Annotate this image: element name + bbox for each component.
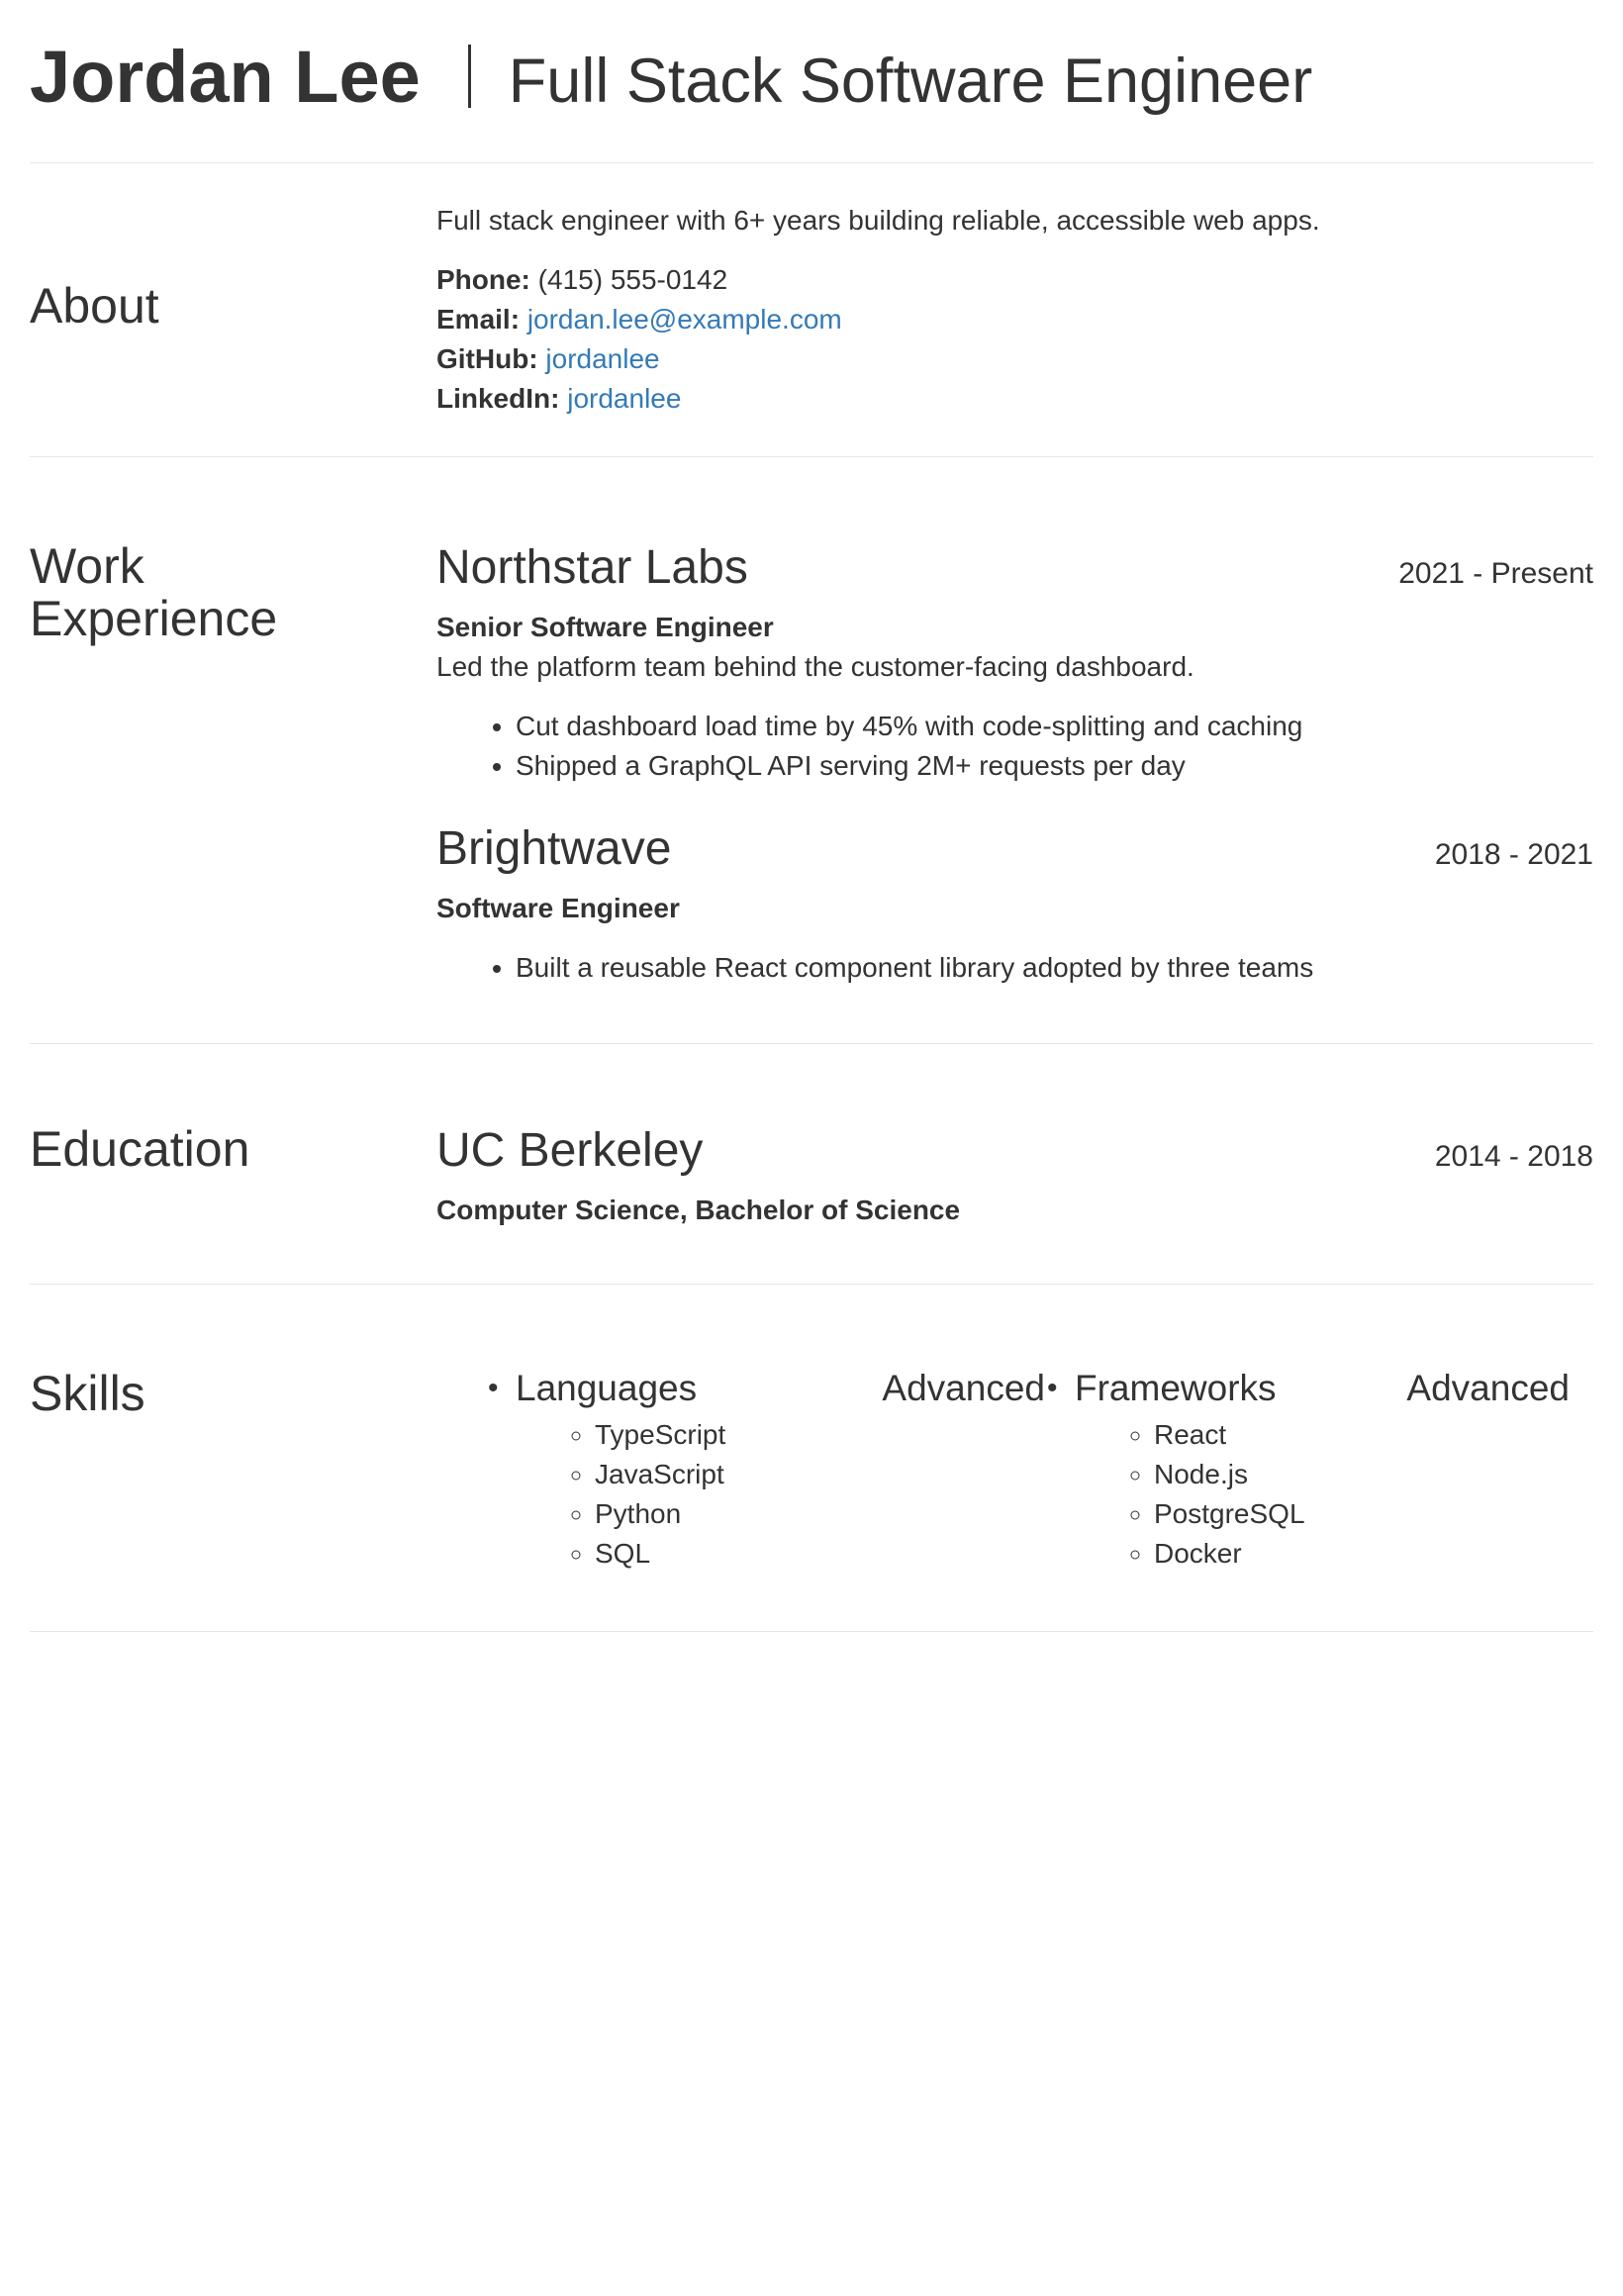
position-title: Software Engineer: [436, 893, 680, 923]
education-entry-head: [436, 1123, 1593, 1179]
work-title-line1: Work: [30, 538, 144, 594]
contact-email-label: Email:: [436, 304, 521, 335]
highlight-item: • Shipped a GraphQL API serving 2M+ requests per day: [516, 746, 1593, 786]
contact-phone-label: Phone:: [436, 264, 530, 295]
skill-keyword: ◦ React: [1154, 1415, 1570, 1455]
skill-keywords: [436, 1415, 1045, 1574]
bullet-icon: •: [488, 1372, 499, 1404]
work-title-line2: Experience: [30, 591, 278, 646]
skill-group-head: [436, 1364, 1045, 1413]
contact-github-link[interactable]: jordanlee: [545, 343, 660, 374]
skill-group-name: Languages: [516, 1368, 698, 1408]
work-summary: Led the platform team behind the customer-facing dashboard.: [436, 651, 1194, 682]
skill-keyword: ◦ PostgreSQL: [1154, 1494, 1570, 1534]
company-name: Northstar Labs: [436, 541, 748, 594]
contact-email-link[interactable]: jordan.lee@example.com: [526, 304, 842, 335]
about-title: About: [30, 278, 159, 334]
contact-phone-value: (415) 555-0142: [537, 264, 728, 295]
skill-group: [1045, 1364, 1570, 1574]
work-dates: 2018 - 2021: [1434, 838, 1593, 871]
skill-keyword: ◦ TypeScript: [595, 1415, 1045, 1455]
company-name: Brightwave: [436, 822, 672, 875]
education-dates: 2014 - 2018: [1434, 1140, 1593, 1173]
education-section: [30, 1044, 1593, 1285]
job-label: Full Stack Software Engineer: [508, 47, 1313, 116]
highlight-item: • Built a reusable React component library adopted by three teams: [516, 948, 1593, 988]
contact-github-label: GitHub:: [436, 343, 538, 374]
skills-title: Skills: [30, 1366, 145, 1421]
contact-github: [436, 339, 1593, 379]
skill-keyword: ◦ JavaScript: [595, 1455, 1045, 1494]
education-title: Education: [30, 1121, 250, 1177]
skills-section: [30, 1285, 1593, 1632]
skills-body: [436, 1364, 1593, 1574]
candidate-name: Jordan Lee: [30, 36, 421, 118]
skill-group-name: Frameworks: [1075, 1368, 1277, 1408]
highlight-item: • Cut dashboard load time by 45% with code-splitting and caching: [516, 707, 1593, 746]
education-body: [436, 1123, 1593, 1230]
contact-email: [436, 300, 1593, 339]
resume-header: [30, 0, 1593, 163]
work-entry-head: [436, 821, 1593, 877]
work-body: [436, 540, 1593, 988]
work-dates: 2021 - Present: [1398, 557, 1593, 590]
work-entry-head: [436, 540, 1593, 596]
skill-group-head: [1045, 1364, 1570, 1413]
institution-name: UC Berkeley: [436, 1124, 704, 1177]
header-divider: [468, 45, 471, 108]
header-line: [30, 38, 1593, 123]
skill-keywords: [1045, 1415, 1570, 1574]
about-summary: Full stack engineer with 6+ years building reliable, accessible web apps.: [436, 205, 1320, 236]
contact-linkedin-label: LinkedIn:: [436, 383, 560, 414]
work-entry: [436, 821, 1593, 988]
about-section: [30, 163, 1593, 457]
work-title: [30, 540, 436, 988]
contact-linkedin-link[interactable]: jordanlee: [567, 383, 682, 414]
bullet-icon: •: [1047, 1372, 1058, 1404]
contact-phone: [436, 260, 1593, 300]
work-highlights: [436, 707, 1593, 786]
work-entry: [436, 540, 1593, 786]
degree: Computer Science, Bachelor of Science: [436, 1195, 961, 1225]
skill-keyword: ◦ Python: [595, 1494, 1045, 1534]
work-highlights: [436, 948, 1593, 988]
skill-group-level: Advanced: [1406, 1368, 1570, 1408]
about-body: [436, 201, 1593, 419]
skill-keyword: ◦ SQL: [595, 1534, 1045, 1574]
skill-group: [436, 1364, 1045, 1574]
contact-linkedin: [436, 379, 1593, 419]
work-section: [30, 457, 1593, 1044]
position-title: Senior Software Engineer: [436, 612, 774, 642]
skill-group-level: Advanced: [882, 1368, 1045, 1408]
skill-keyword: ◦ Docker: [1154, 1534, 1570, 1574]
skill-keyword: ◦ Node.js: [1154, 1455, 1570, 1494]
